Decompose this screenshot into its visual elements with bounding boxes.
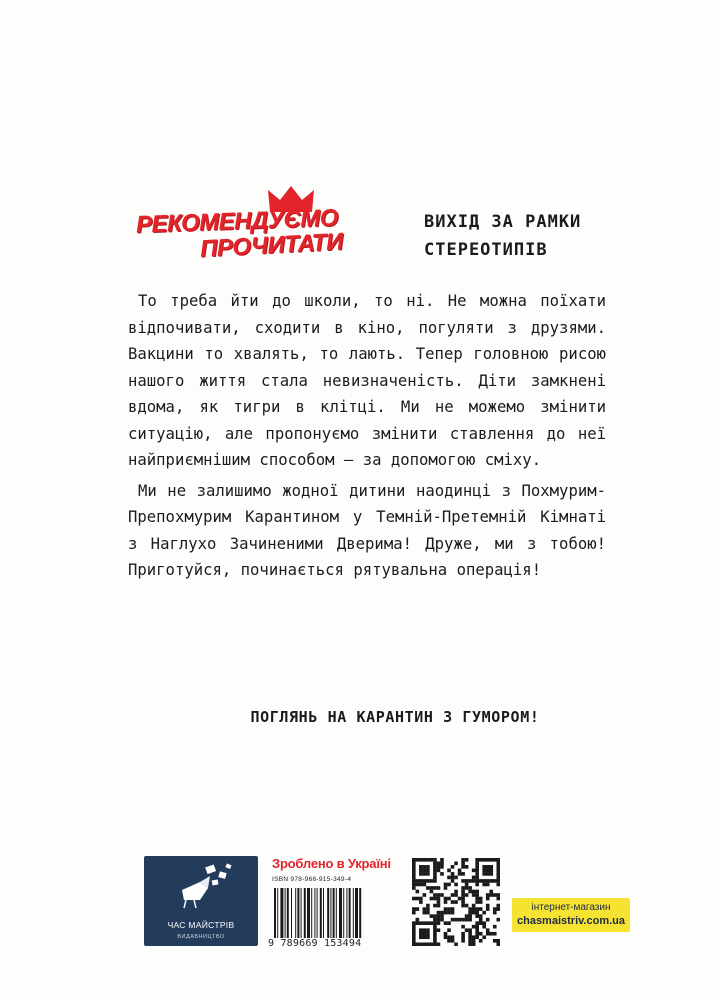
made-in-ukraine: Зроблено в Україні [272,856,391,871]
recommended-badge [128,186,358,266]
headline [424,208,644,264]
badge-line-2: ПРОЧИТАТИ [199,228,344,263]
shop-url-link[interactable]: chasmaistriv.com.ua [516,915,625,927]
badge-line-1: РЕКОМЕНДУЄМО [135,204,339,239]
isbn: ISBN 978-966-915-349-4 [272,876,352,883]
description-paragraph-1: То треба йти до школи, то ні. Не можна поїхати відпочивати, сходити в кіно, погуляти з друзями. Вакцини то хвалять, то лають. Тепер головною рисою нашого життя стала невизначеність. Діти замкнені вдома, як тигри в клітці. Ми не можемо змінити ситуацію, але пропонуємо змінити ставлення до неї найприємнішим способом – за допомогою сміху. [128,292,606,469]
description [128,288,606,588]
barcode-digits: 9 789669 153494 [268,938,362,949]
headline-line-1: ВИХІД ЗА РАМКИ [424,212,582,232]
slogan: ПОГЛЯНЬ НА КАРАНТИН З ГУМОРОМ! [250,708,540,726]
publisher-logo [144,856,258,946]
online-shop-badge [512,898,630,932]
publisher-subtitle: ВИДАВНИЦТВО [177,934,225,940]
publisher-name: ЧАС МАЙСТРІВ [167,920,235,930]
flying-book-icon [144,856,258,920]
barcode-icon [272,888,394,938]
qr-code-icon [412,858,500,946]
headline-line-2: СТЕРЕОТИПІВ [424,240,548,260]
shop-label: інтернет-магазин [531,902,611,913]
description-paragraph-2: Ми не залишимо жодної дитини наодинці з Похмурим-Препохмурим Карантином у Темній-Претемній Кімнаті з Наглухо Зачиненими Дверима! Друже, ми з тобою! Приготуйся, починається рятувальна операція! [128,481,606,579]
